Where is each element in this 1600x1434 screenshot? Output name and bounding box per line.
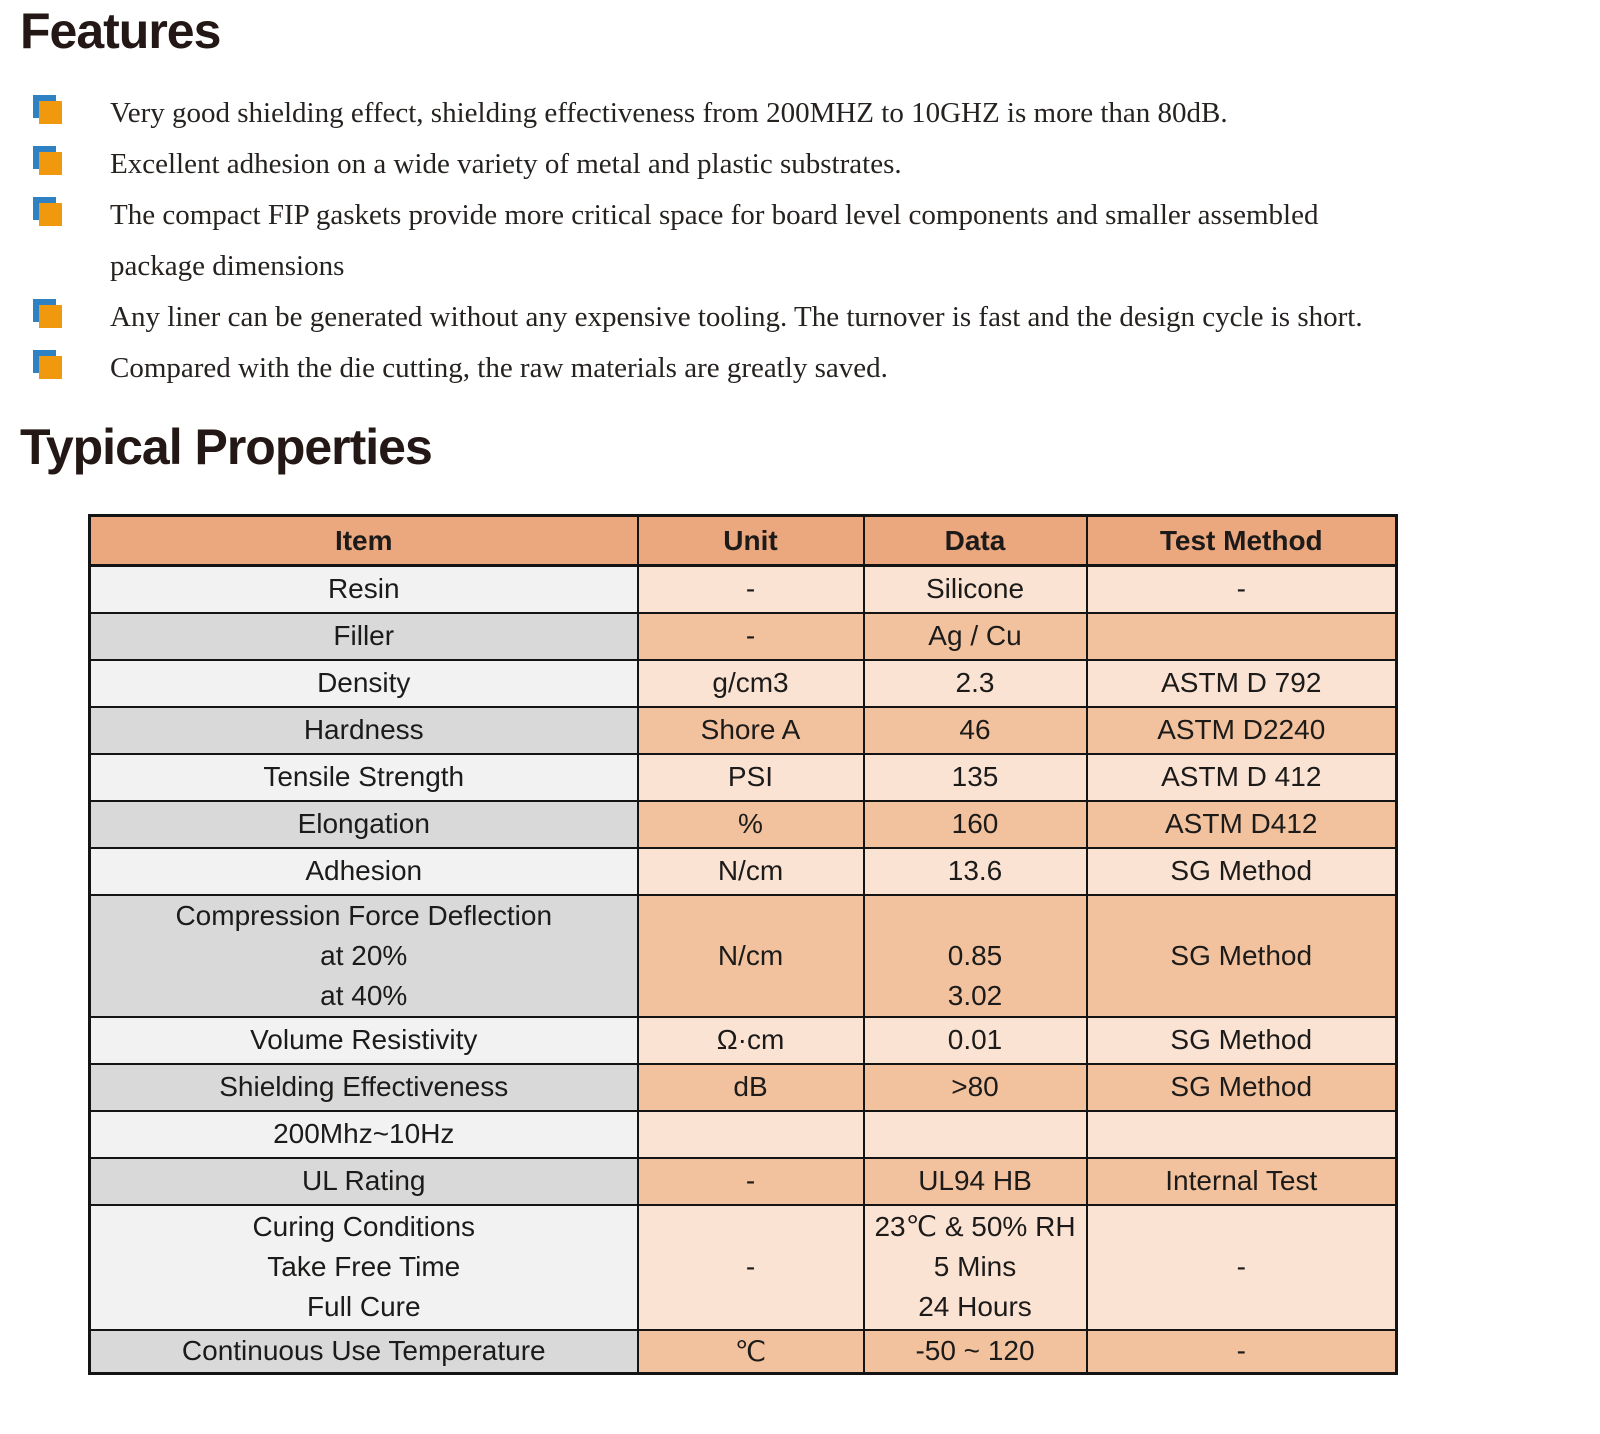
cell-data: Silicone	[864, 566, 1087, 613]
bullet-text: Compared with the die cutting, the raw materials are greatly saved.	[110, 352, 888, 384]
cell-unit: dB	[638, 1064, 864, 1111]
cell-line: 5 Mins	[933, 1251, 1017, 1282]
cell-unit: -	[638, 1205, 864, 1330]
cell-data: 135	[864, 754, 1087, 801]
square-bullet-icon	[39, 203, 62, 226]
cell-data: 0.01	[864, 1017, 1087, 1064]
bullet-text: Very good shielding effect, shielding effectiveness from 200MHZ to 10GHZ is more than 80dB.	[110, 97, 1228, 129]
cell-test-method: Internal Test	[1087, 1158, 1397, 1205]
bullet-text-line2: package dimensions	[110, 250, 345, 282]
cell-data: 46	[864, 707, 1087, 754]
table-row	[90, 1330, 1397, 1374]
cell-line: 3.02	[947, 979, 1003, 1011]
table-row	[90, 1158, 1397, 1205]
table-row	[90, 1205, 1397, 1330]
cell-unit: Ω·cm	[638, 1017, 864, 1064]
cell-test-method: ASTM D2240	[1087, 707, 1397, 754]
cell-data: 160	[864, 801, 1087, 848]
typical-properties-heading: Typical Properties	[20, 419, 432, 475]
cell-test-method	[1087, 1111, 1397, 1158]
bullet-text	[110, 190, 1318, 292]
cell-item: Continuous Use Temperature	[90, 1330, 638, 1374]
cell-unit: PSI	[638, 754, 864, 801]
cell-unit: -	[638, 1158, 864, 1205]
cell-unit: g/cm3	[638, 660, 864, 707]
cell-line: Curing Conditions	[252, 1211, 476, 1242]
table-row	[90, 895, 1397, 1017]
cell-item	[90, 895, 638, 1017]
cell-item: Hardness	[90, 707, 638, 754]
square-bullet-icon	[39, 101, 62, 124]
cell-unit: -	[638, 613, 864, 660]
cell-test-method: ASTM D 412	[1087, 754, 1397, 801]
table-row	[90, 801, 1397, 848]
cell-item	[90, 1205, 638, 1330]
cell-unit: Shore A	[638, 707, 864, 754]
cell-test-method: ASTM D412	[1087, 801, 1397, 848]
cell-item: Adhesion	[90, 848, 638, 895]
cell-line: at 40%	[320, 979, 408, 1011]
table-row	[90, 1017, 1397, 1064]
cell-item: Filler	[90, 613, 638, 660]
column-header-unit: Unit	[638, 516, 864, 566]
cell-data: 13.6	[864, 848, 1087, 895]
cell-item: 200Mhz~10Hz	[90, 1111, 638, 1158]
cell-unit: ℃	[638, 1330, 864, 1374]
cell-line: Full Cure	[306, 1291, 421, 1322]
typical-properties-table	[88, 514, 1398, 1375]
cell-line: Compression Force Deflection	[175, 899, 553, 931]
cell-line: Take Free Time	[267, 1251, 461, 1282]
table-row	[90, 1064, 1397, 1111]
cell-data: UL94 HB	[864, 1158, 1087, 1205]
cell-unit: N/cm	[638, 895, 864, 1017]
cell-test-method: SG Method	[1087, 1064, 1397, 1111]
cell-item: Tensile Strength	[90, 754, 638, 801]
cell-test-method: ASTM D 792	[1087, 660, 1397, 707]
cell-line	[865, 896, 1086, 936]
features-heading: Features	[20, 3, 221, 59]
table-row	[90, 707, 1397, 754]
list-item	[36, 88, 1576, 139]
cell-data	[864, 1205, 1087, 1330]
table-row	[90, 1111, 1397, 1158]
cell-unit: %	[638, 801, 864, 848]
cell-unit: N/cm	[638, 848, 864, 895]
bullet-text-line1: The compact FIP gaskets provide more critical space for board level components and smaller assembled	[110, 199, 1319, 231]
table-row	[90, 754, 1397, 801]
cell-item: Density	[90, 660, 638, 707]
cell-test-method: SG Method	[1087, 848, 1397, 895]
cell-item: Resin	[90, 566, 638, 613]
column-header-test-method: Test Method	[1087, 516, 1397, 566]
cell-test-method	[1087, 613, 1397, 660]
table-row	[90, 613, 1397, 660]
cell-data: Ag / Cu	[864, 613, 1087, 660]
cell-line: 0.85	[947, 939, 1003, 971]
cell-test-method: SG Method	[1087, 895, 1397, 1017]
square-bullet-icon	[39, 356, 62, 379]
cell-unit	[638, 1111, 864, 1158]
table-row	[90, 848, 1397, 895]
cell-test-method: -	[1087, 566, 1397, 613]
column-header-data: Data	[864, 516, 1087, 566]
cell-item: Shielding Effectiveness	[90, 1064, 638, 1111]
cell-test-method: -	[1087, 1205, 1397, 1330]
cell-line: 24 Hours	[918, 1291, 1032, 1322]
features-list	[36, 88, 1576, 394]
square-bullet-icon	[39, 305, 62, 328]
cell-item: Volume Resistivity	[90, 1017, 638, 1064]
list-item	[36, 139, 1576, 190]
cell-line: at 20%	[320, 939, 408, 971]
cell-test-method: SG Method	[1087, 1017, 1397, 1064]
cell-data	[864, 895, 1087, 1017]
cell-data: -50 ~ 120	[864, 1330, 1087, 1374]
cell-unit: -	[638, 566, 864, 613]
cell-test-method: -	[1087, 1330, 1397, 1374]
list-item	[36, 190, 1576, 292]
list-item	[36, 292, 1576, 343]
cell-line: 23℃ & 50% RH	[874, 1211, 1076, 1242]
table-header-row	[90, 516, 1397, 566]
square-bullet-icon	[39, 152, 62, 175]
cell-data: >80	[864, 1064, 1087, 1111]
list-item	[36, 343, 1576, 394]
cell-item: UL Rating	[90, 1158, 638, 1205]
cell-data: 2.3	[864, 660, 1087, 707]
bullet-text: Excellent adhesion on a wide variety of metal and plastic substrates.	[110, 148, 902, 180]
column-header-item: Item	[90, 516, 638, 566]
table-row	[90, 566, 1397, 613]
bullet-text: Any liner can be generated without any expensive tooling. The turnover is fast and the design cycle is short.	[110, 301, 1363, 333]
cell-item: Elongation	[90, 801, 638, 848]
table-row	[90, 660, 1397, 707]
cell-data	[864, 1111, 1087, 1158]
